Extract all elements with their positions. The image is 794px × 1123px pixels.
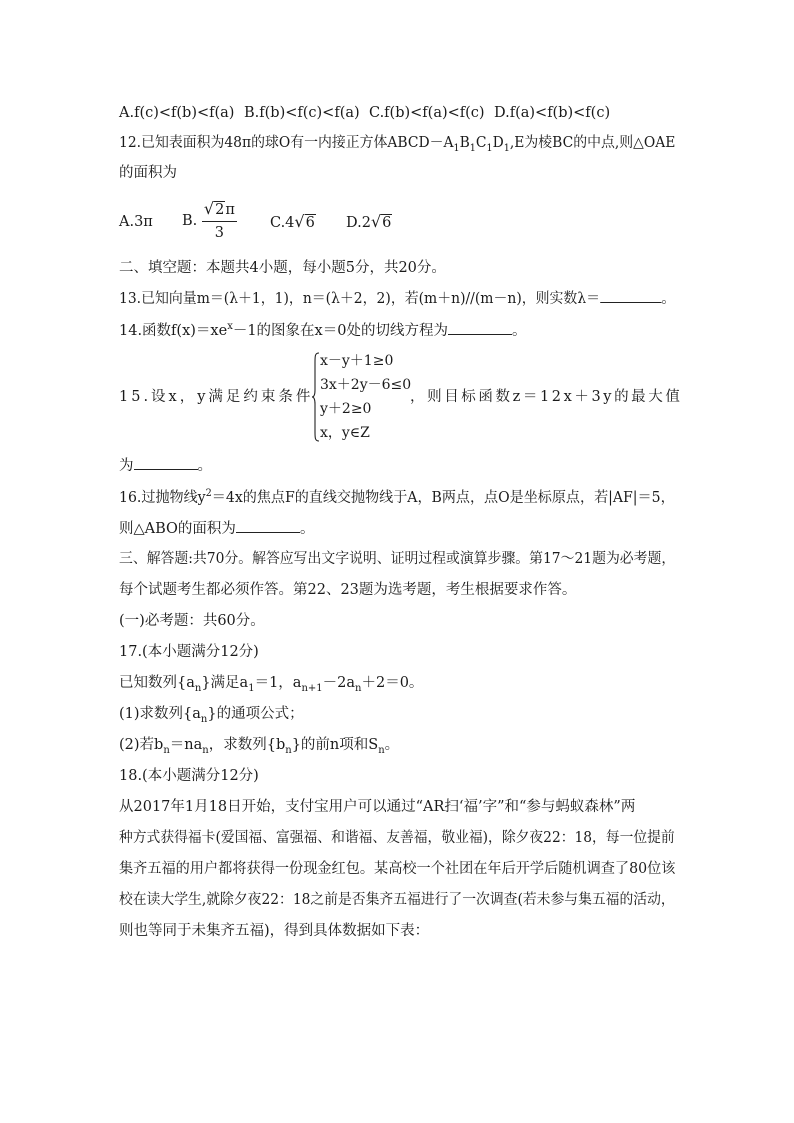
q17-part1: (1)求数列$\{a_n\}$的通项公式；	[119, 706, 304, 725]
q13: 13.已知向量m＝(λ＋1，1)，n＝(λ＋2，2)，若(m＋n)//(m－n)，则实数λ＝ 。	[119, 288, 675, 309]
q18-paragraph-line: 校在读大学生,就除夕夜22：18之前是否集齐五福进行了一次调查(若未参与集五福的活动，	[119, 892, 675, 908]
q17-title: 17.(本小题满分12分)	[119, 644, 259, 660]
q12-line2: 的面积为	[119, 165, 177, 181]
q15-left: 15.设x，y满足约束条件	[119, 389, 314, 405]
section-solutions-line2: 每个试题考生都必须作答。第22、23题为选考题，考生根据要求作答。	[119, 582, 577, 598]
q12-option-b: B. $\frac{√2\pi}{3}$	[182, 199, 235, 241]
q16-line1: 16.过抛物线$y^2=4x$的焦点F的直线交抛物线于A，B两点，点O是坐标原点，若|AF|＝5，	[119, 488, 675, 506]
q11-option-c: C.f(b)<f(a)<f(c)	[369, 105, 485, 121]
q18-paragraph-line: 种方式获得福卡(爱国福、富强福、和谐福、友善福，敬业福)，除夕夜22：18，每一位提前	[119, 830, 675, 846]
answer-blank[interactable]	[600, 288, 661, 303]
required-section-heading: (一)必考题：共60分。	[119, 613, 265, 629]
constraint-system	[312, 352, 412, 442]
q11-option-b: B.f(b)<f(c)<f(a)	[244, 105, 360, 121]
q17-stem: 已知数列$\{a_n\}$满足$a_1=1$，$a_{n+1}-2a_n+2=0$。	[119, 675, 424, 694]
q18-title: 18.(本小题满分12分)	[119, 768, 259, 784]
constraint-1: x－y＋1≥0	[320, 353, 394, 369]
q12-option-d: D.2√6	[346, 212, 392, 231]
q11-option-a: A.f(c)<f(b)<f(a)	[119, 105, 235, 121]
q18-paragraph-line: 则也等同于未集齐五福)，得到具体数据如下表：	[119, 923, 430, 939]
answer-blank[interactable]	[448, 320, 512, 335]
constraint-2: 3x＋2y－6≤0	[320, 377, 412, 393]
q12-option-a: A.3π	[119, 214, 153, 230]
answer-blank[interactable]	[134, 455, 198, 470]
constraint-3: y＋2≥0	[320, 401, 372, 417]
section-solutions-line1: 三、解答题:共70分。解答应写出文字说明、证明过程或演算步骤。第17～21题为必考题，	[119, 551, 676, 567]
q15-right: ，则目标函数z＝12x＋3y的最大值	[410, 389, 683, 405]
answer-blank[interactable]	[236, 518, 300, 533]
q15-line2: 为 。	[119, 455, 212, 476]
q18-paragraph-line: 集齐五福的用户都将获得一份现金红包。某高校一个社团在年后开学后随机调查了80位该	[119, 861, 676, 877]
q17-part2: (2)若$b_n=na_n$，求数列$\{b_n\}$的前n项和$S_n$。	[119, 737, 400, 756]
q12-line1: 12.已知表面积为48π的球O有一内接正方体$ABCD-A_1B_1C_1D_1,E$为棱BC的中点,则△OAE	[119, 135, 676, 154]
fraction: $\frac{√2\pi}{3}$	[203, 199, 235, 241]
q11-option-d: D.f(a)<f(b)<f(c)	[494, 105, 611, 121]
q14: 14.函数$f(x)=xe^x-1$的图象在x＝0处的切线方程为 。	[119, 321, 527, 339]
left-brace-icon	[312, 352, 320, 442]
q16-line2: 则△ABO的面积为 。	[119, 518, 314, 539]
q12-option-c: C.4√6	[270, 212, 315, 231]
q18-paragraph-line: 从2017年1月18日开始，支付宝用户可以通过“AR扫‘福’字”和“参与蚂蚁森林”两	[119, 799, 636, 815]
constraint-4: x，y∈Z	[320, 425, 370, 441]
section-fill-blank-heading: 二、填空题：本题共4小题，每小题5分，共20分。	[119, 260, 446, 276]
